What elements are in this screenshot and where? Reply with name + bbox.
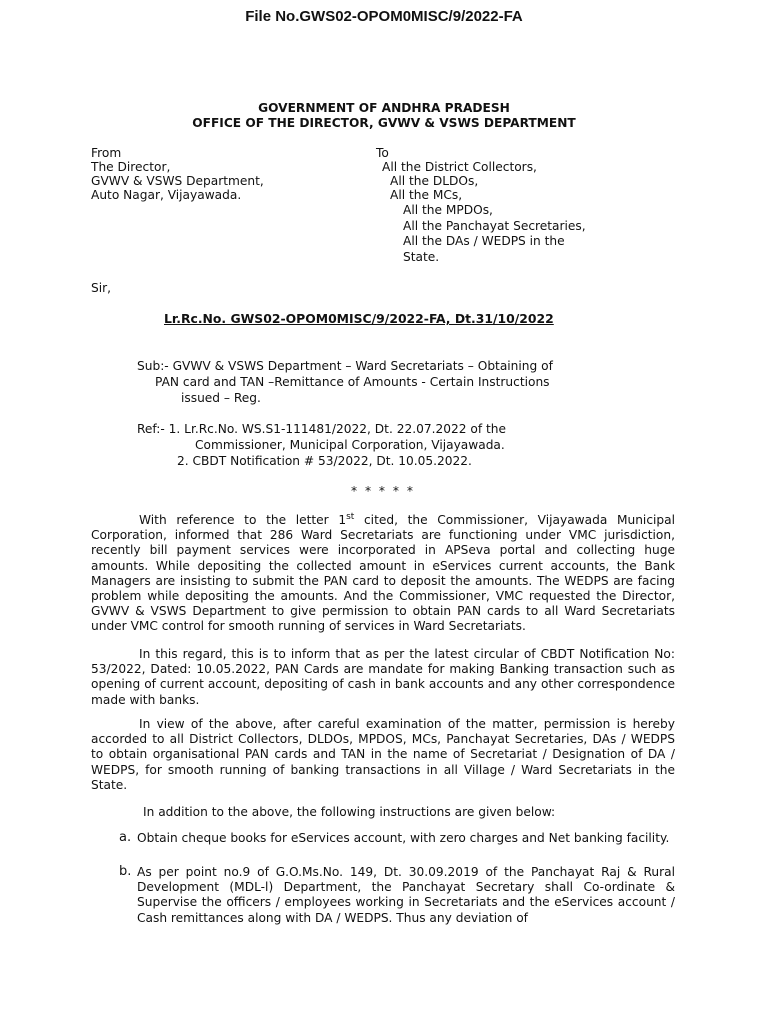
para1-rest: cited, the Commissioner, Vijayawada Municipal Corporation, informed that 286 Ward Secretariats are functioning under VMC jurisdiction, recently bill payment services were incorporated in APSeva portal and collecting huge amounts. While depositing the collected amount in eServices current accounts, the Bank Managers are insisting to submit the PAN card to deposit the amounts. The WEDPS are facing problem while depositing the amounts. And the Commissioner, VMC requested the Director, GVWV & VSWS Department to give permission to obtain PAN cards to all Ward Secretariats under VMC control for smooth running of services in Ward Secretariats. <box>91 513 675 634</box>
list-item: As per point no.9 of G.O.Ms.No. 149, Dt. 30.09.2019 of the Panchayat Raj & Rural Development (MDL-l) Department, the Panchayat Secretary shall Co-ordinate & Supervise the officers / employees working in Secretariats and the eServices account / Cash remittances along with DA / WEDPS. Thus any deviation of <box>137 865 675 925</box>
to-line: All the Panchayat Secretaries, <box>403 219 586 233</box>
file-number: File No.GWS02-OPOM0MISC/9/2022-FA <box>245 8 523 25</box>
list-item: Obtain cheque books for eServices account, with zero charges and Net banking facility. <box>137 831 670 845</box>
subject-line: issued – Reg. <box>181 391 261 405</box>
letter-reference-number: Lr.Rc.No. GWS02-OPOM0MISC/9/2022-FA, Dt.31/10/2022 <box>164 311 554 326</box>
para1-superscript: st <box>346 511 355 522</box>
from-line: The Director, <box>91 160 171 174</box>
section-separator: * * * * * <box>351 484 415 498</box>
instructions-intro: In addition to the above, the following instructions are given below: <box>143 805 556 819</box>
subject-line: Sub:- GVWV & VSWS Department – Ward Secretariats – Obtaining of <box>137 359 553 373</box>
para3-text: In view of the above, after careful examination of the matter, permission is hereby accorded to all District Collectors, DLDOs, MPDOS, MCs, Panchayat Secretaries, DAs / WEDPS to obtain organisational PAN cards and TAN in the name of Secretariat / Designation of DA / WEDPS, for smooth running of banking transactions in all Village / Ward Secretariats in the State. <box>91 717 675 792</box>
office-heading: OFFICE OF THE DIRECTOR, GVWV & VSWS DEPARTMENT <box>192 116 576 130</box>
body-paragraph-1 <box>91 513 675 635</box>
reference-line: Ref:- 1. Lr.Rc.No. WS.S1-111481/2022, Dt. 22.07.2022 of the <box>137 422 506 436</box>
para1-lead: With reference to the letter 1 <box>139 513 347 527</box>
para2-text: In this regard, this is to inform that as per the latest circular of CBDT Notification No: 53/2022, Dated: 10.05.2022, PAN Cards are mandate for making Banking transaction such as opening of current account, depositing of cash in bank accounts and any other correspondence made with banks. <box>91 647 675 707</box>
reference-line: 2. CBDT Notification # 53/2022, Dt. 10.05.2022. <box>177 454 472 468</box>
to-line: All the District Collectors, <box>382 160 537 174</box>
to-line: All the MPDOs, <box>403 203 493 217</box>
list-marker: b. <box>119 864 132 879</box>
subject-line: PAN card and TAN –Remittance of Amounts - Certain Instructions <box>155 375 550 389</box>
from-label: From <box>91 146 122 160</box>
to-line: All the DLDOs, <box>390 174 479 188</box>
reference-line: Commissioner, Municipal Corporation, Vijayawada. <box>195 438 505 452</box>
body-paragraph-2 <box>91 647 675 708</box>
to-line: All the DAs / WEDPS in the <box>403 234 565 248</box>
to-label: To <box>376 146 389 160</box>
from-line: GVWV & VSWS Department, <box>91 174 264 188</box>
from-line: Auto Nagar, Vijayawada. <box>91 188 242 202</box>
government-heading: GOVERNMENT OF ANDHRA PRADESH <box>258 101 510 115</box>
body-paragraph-3 <box>91 717 675 793</box>
list-marker: a. <box>119 830 132 845</box>
to-line: All the MCs, <box>390 188 463 202</box>
salutation: Sir, <box>91 281 112 295</box>
to-line: State. <box>403 250 440 264</box>
